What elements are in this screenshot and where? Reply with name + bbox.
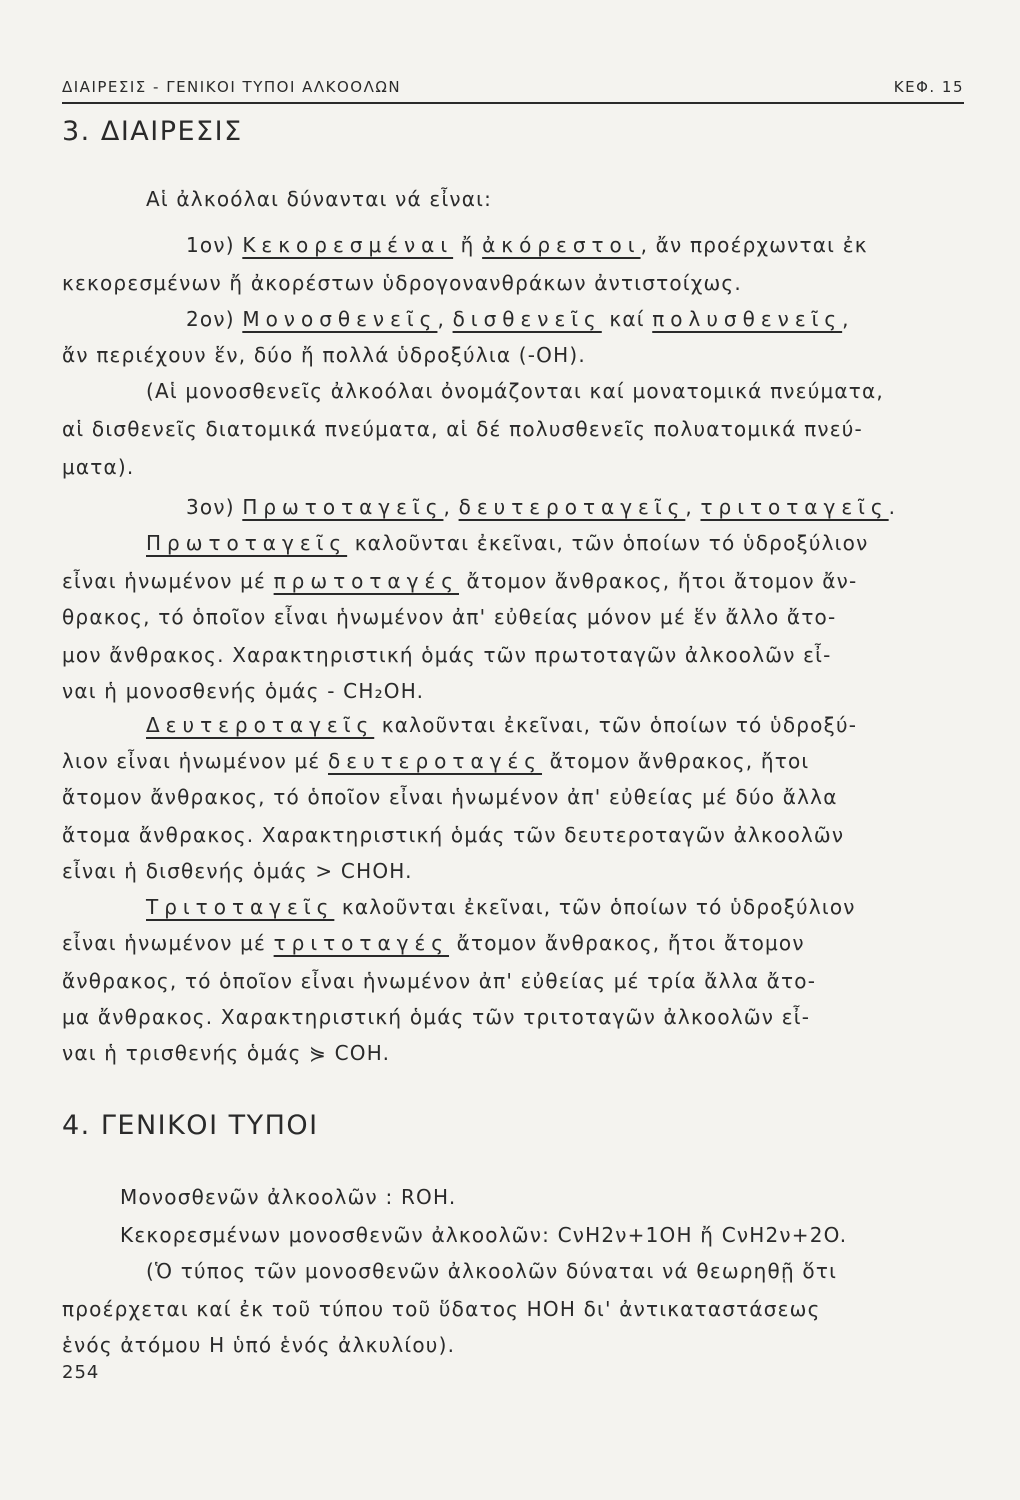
item-2-line-4: αἱ δισθενεῖς διατομικά πνεύματα, αἱ δέ πολυσθενεῖς πολυατομικά πνεύ-	[62, 417, 863, 441]
term-secondary: δευτεροταγεῖς	[458, 495, 686, 519]
item-1-or: ἤ	[460, 233, 475, 257]
secondary-line-2-a: λιον εἶναι ἡνωμένον μέ	[62, 749, 328, 773]
general-note-line-1: (Ὁ τύπος τῶν μονοσθενῶν ἀλκοολῶν δύναται νά θεωρηθῇ ὅτι	[146, 1259, 838, 1283]
general-note-line-2: προέρχεται καί ἐκ τοῦ τύπου τοῦ ὕδατος HOH δι' ἀντικαταστάσεως	[62, 1297, 821, 1321]
term-unsaturated: ἀκόρεστοι	[482, 233, 641, 257]
item-2-line-3: (Αἱ μονοσθενεῖς ἀλκοόλαι ὀνομάζονται καί μονατομικά πνεύματα,	[146, 379, 884, 403]
item-3-line-1: 3ον) Πρωτοταγεῖς, δευτεροταγεῖς, τριτοταγεῖς.	[186, 495, 897, 519]
secondary-line-1-rest: καλοῦνται ἐκεῖναι, τῶν ὁποίων τό ὑδροξύ-	[374, 713, 858, 737]
general-note-line-3: ἑνός ἀτόμου H ὑπό ἑνός ἀλκυλίου).	[62, 1333, 456, 1357]
secondary-line-5: εἶναι ἡ δισθενής ὁμάς > CHOH.	[62, 859, 413, 883]
secondary-line-2-b: ἄτομον ἄνθρακος, ἤτοι	[542, 749, 810, 773]
item-2-and: καί	[601, 307, 653, 331]
general-formula-line-1: Μονοσθενῶν ἀλκοολῶν : ROH.	[120, 1185, 457, 1209]
tertiary-line-2-a: εἶναι ἡνωμένον μέ	[62, 931, 274, 955]
term-monovalent: Μονοσθενεῖς	[242, 307, 438, 331]
tertiary-line-4: μα ἄνθρακος. Χαρακτηριστική ὁμάς τῶν τριτοταγῶν ἀλκοολῶν εἶ-	[62, 1005, 811, 1029]
general-formula-line-2: Κεκορεσμένων μονοσθενῶν ἀλκοολῶν: CνH2ν+1OH ἤ CνH2ν+2O.	[120, 1223, 848, 1247]
item-1-line-1	[186, 228, 868, 262]
header-title: ΔΙΑΙΡΕΣΙΣ - ΓΕΝΙΚΟΙ ΤΥΠΟΙ ΑΛΚΟΟΛΩΝ	[62, 78, 402, 96]
tertiary-inline-term: τριτοταγές	[273, 931, 450, 955]
item-1-line-2: κεκορεσμένων ἤ ἀκορέστων ὑδρογονανθράκων ἀντιστοίχως.	[62, 271, 742, 295]
item-2-tail: ,	[842, 307, 850, 331]
term-primary: Πρωτοταγεῖς	[242, 495, 444, 519]
section-3-heading: 3. ΔΙΑΙΡΕΣΙΣ	[62, 116, 243, 147]
section-4-heading: 4. ΓΕΝΙΚΟΙ ΤΥΠΟΙ	[62, 1110, 319, 1141]
secondary-line-3: ἄτομον ἄνθρακος, τό ὁποῖον εἶναι ἡνωμένον ἀπ' εὐθείας μέ δύο ἄλλα	[62, 785, 838, 809]
secondary-inline-term: δευτεροταγές	[328, 749, 543, 773]
primary-line-3: θρακος, τό ὁποῖον εἶναι ἡνωμένον ἀπ' εὐθείας μόνον μέ ἕν ἄλλο ἄτο-	[62, 605, 837, 629]
secondary-line-4: ἄτομα ἄνθρακος. Χαρακτηριστική ὁμάς τῶν δευτεροταγῶν ἀλκοολῶν	[62, 823, 845, 847]
item-2-number: 2ον)	[186, 307, 235, 331]
secondary-line-2	[62, 744, 809, 778]
tertiary-term: Τριτοταγεῖς	[146, 895, 335, 919]
chapter-label: ΚΕΦ. 15	[893, 78, 964, 96]
primary-line-2-a: εἶναι ἡνωμένον μέ	[62, 569, 274, 593]
item-2-line-1	[186, 302, 850, 336]
term-tertiary: τριτοταγεῖς	[700, 495, 889, 519]
primary-line-2	[62, 564, 857, 598]
secondary-term: Δευτεροταγεῖς	[146, 713, 375, 737]
primary-line-2-b: ἄτομον ἄνθρακος, ἤτοι ἄτομον ἄν-	[459, 569, 858, 593]
primary-inline-term: πρωτοταγές	[273, 569, 459, 593]
item-2-line-2: ἄν περιέχουν ἕν, δύο ἤ πολλά ὑδροξύλια (-ΟΗ).	[62, 343, 586, 367]
tertiary-line-5: ναι ἡ τρισθενής ὁμάς ⋟ COH.	[62, 1041, 391, 1065]
tertiary-line-2	[62, 926, 805, 960]
item-3-number: 3ον)	[186, 495, 235, 519]
primary-term: Πρωτοταγεῖς	[146, 531, 348, 555]
intro-line: Αἱ ἀλκοόλαι δύνανται νά εἶναι:	[146, 187, 493, 211]
item-3-tail: .	[888, 495, 897, 519]
tertiary-line-1	[146, 890, 856, 924]
tertiary-line-2-b: ἄτομον ἄνθρακος, ἤτοι ἄτομον	[449, 931, 805, 955]
item-1-rest: , ἄν προέρχωνται ἐκ	[640, 233, 868, 257]
running-header	[62, 74, 964, 104]
tertiary-line-3: ἄνθρακος, τό ὁποῖον εἶναι ἡνωμένον ἀπ' εὐθείας μέ τρία ἄλλα ἄτο-	[62, 969, 817, 993]
term-saturated: Κεκορεσμέναι	[242, 233, 454, 257]
primary-line-1-rest: καλοῦνται ἐκεῖναι, τῶν ὁποίων τό ὑδροξύλιον	[347, 531, 869, 555]
primary-line-5: ναι ἡ μονοσθενής ὁμάς - CH₂OH.	[62, 679, 425, 703]
term-divalent: δισθενεῖς	[452, 307, 602, 331]
primary-line-1	[146, 526, 868, 560]
item-2-comma: ,	[437, 307, 453, 331]
secondary-line-1	[146, 708, 857, 742]
item-1-number: 1ον)	[186, 233, 235, 257]
item-2-line-5: ματα).	[62, 455, 135, 479]
tertiary-line-1-rest: καλοῦνται ἐκεῖναι, τῶν ὁποίων τό ὑδροξύλιον	[334, 895, 856, 919]
page-number: 254	[62, 1362, 100, 1383]
term-polyvalent: πολυσθενεῖς	[652, 307, 843, 331]
primary-line-4: μον ἄνθρακος. Χαρακτηριστική ὁμάς τῶν πρωτοταγῶν ἀλκοολῶν εἶ-	[62, 643, 832, 667]
